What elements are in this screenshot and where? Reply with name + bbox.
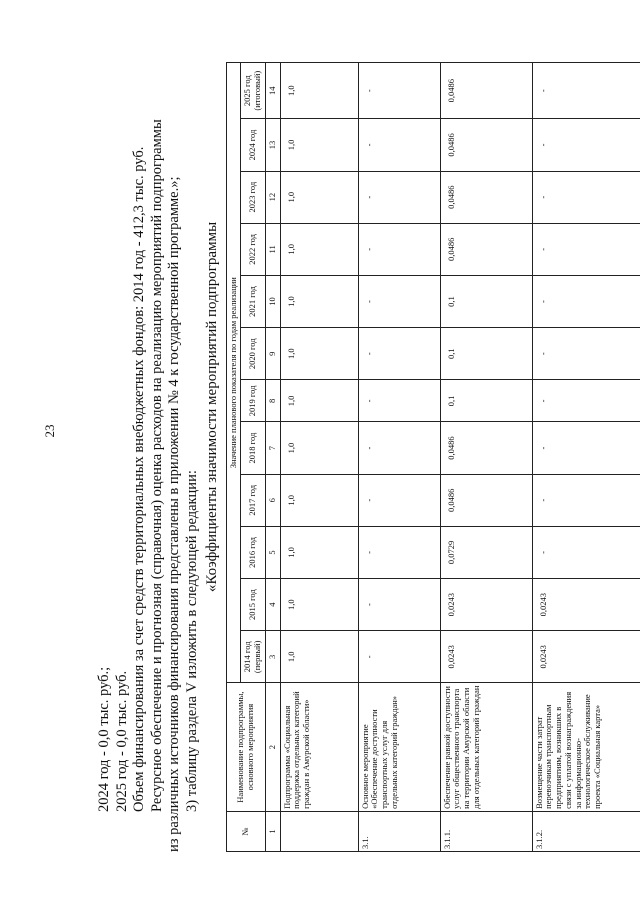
row-value: 0,0243 bbox=[440, 631, 532, 683]
row-num bbox=[280, 811, 358, 851]
column-number: 14 bbox=[265, 63, 280, 119]
column-number: 7 bbox=[265, 422, 280, 474]
text-line: Ресурсное обеспечение и прогнозная (справочная) оценка расходов на реализацию мероприятий подпрограммы bbox=[148, 119, 165, 812]
header-year: 2023 год bbox=[241, 171, 266, 223]
row-value: 1,0 bbox=[280, 171, 358, 223]
header-name: Наименование подпрограммы, основного мероприятия bbox=[226, 683, 265, 811]
header-year: 2014 год (первый) bbox=[241, 631, 266, 683]
header-year: 2022 год bbox=[241, 223, 266, 275]
row-value: 1,0 bbox=[280, 223, 358, 275]
row-value: 1,0 bbox=[280, 422, 358, 474]
row-value: 1,0 bbox=[280, 119, 358, 171]
header-num: № bbox=[226, 811, 265, 851]
row-num: 3.1. bbox=[358, 811, 440, 851]
column-number: 10 bbox=[265, 275, 280, 327]
column-number: 8 bbox=[265, 380, 280, 422]
row-name: Обеспечение равной доступности услуг общественного транспорта на территории Амурской области для отдельных категорий граждан bbox=[440, 683, 532, 811]
text-line: из различных источников финансирования представлены в приложении № 4 к государственной программе.»; bbox=[166, 176, 183, 852]
row-value: - bbox=[358, 223, 440, 275]
row-value: 0,0486 bbox=[440, 474, 532, 526]
row-value: 0,1 bbox=[440, 380, 532, 422]
row-value: - bbox=[358, 119, 440, 171]
row-value: 0,0729 bbox=[440, 526, 532, 578]
header-year: 2020 год bbox=[241, 328, 266, 380]
header-year: 2019 год bbox=[241, 380, 266, 422]
column-number: 9 bbox=[265, 328, 280, 380]
row-value: 0,0486 bbox=[440, 63, 532, 119]
table-title: «Коэффициенты значимости мероприятий подпрограммы bbox=[203, 221, 220, 593]
text-line: 2024 год - 0,0 тыс. руб.; bbox=[96, 666, 112, 812]
row-name: Основное мероприятие «Обеспечение доступности транспортных услуг для отдельных категорий граждан» bbox=[358, 683, 440, 811]
significance-table bbox=[226, 62, 640, 852]
row-value: 0,0486 bbox=[440, 223, 532, 275]
row-value: 1,0 bbox=[280, 275, 358, 327]
header-year: 2015 год bbox=[241, 579, 266, 631]
body-text bbox=[96, 52, 202, 852]
row-value: - bbox=[532, 474, 640, 526]
row-value: - bbox=[532, 422, 640, 474]
column-number: 1 bbox=[265, 811, 280, 851]
text-line: 2025 год - 0,0 тыс. руб. bbox=[113, 670, 130, 812]
column-number: 4 bbox=[265, 579, 280, 631]
header-year: 2018 год bbox=[241, 422, 266, 474]
row-value: 1,0 bbox=[280, 474, 358, 526]
column-number: 11 bbox=[265, 223, 280, 275]
column-number: 2 bbox=[265, 683, 280, 811]
row-value: 0,0243 bbox=[532, 579, 640, 631]
row-value: 0,0486 bbox=[440, 119, 532, 171]
row-value: 0,0243 bbox=[532, 631, 640, 683]
row-value: - bbox=[532, 119, 640, 171]
row-value: 1,0 bbox=[280, 63, 358, 119]
header-year: 2024 год bbox=[241, 119, 266, 171]
row-value: 1,0 bbox=[280, 631, 358, 683]
header-year: 2017 год bbox=[241, 474, 266, 526]
table-row bbox=[280, 63, 358, 852]
row-value: - bbox=[358, 63, 440, 119]
row-value: 0,1 bbox=[440, 275, 532, 327]
row-value: - bbox=[358, 631, 440, 683]
row-value: - bbox=[358, 275, 440, 327]
row-value: - bbox=[358, 171, 440, 223]
row-num: 3.1.2. bbox=[532, 811, 640, 851]
row-value: 1,0 bbox=[280, 579, 358, 631]
header-year: 2016 год bbox=[241, 526, 266, 578]
row-value: 1,0 bbox=[280, 380, 358, 422]
row-value: 0,0243 bbox=[440, 579, 532, 631]
row-value: 1,0 bbox=[280, 526, 358, 578]
row-value: - bbox=[532, 223, 640, 275]
text-line: Объем финансирования за счет средств территориальных внебюджетных фондов: 2014 год - 412,3 тыс. руб. bbox=[131, 146, 148, 812]
page-number: 23 bbox=[42, 424, 57, 438]
rotated-page-content bbox=[96, 52, 616, 852]
row-name: Подпрограмма «Социальная поддержка отдельных категорий граждан в Амурской области» bbox=[280, 683, 358, 811]
header-year: 2025 год (итоговый) bbox=[241, 63, 266, 119]
header-group: Значение планового показателя по годам реализации bbox=[226, 63, 241, 683]
row-value: - bbox=[358, 474, 440, 526]
column-number: 5 bbox=[265, 526, 280, 578]
row-num: 3.1.1. bbox=[440, 811, 532, 851]
table-row bbox=[440, 63, 532, 852]
row-value: - bbox=[532, 380, 640, 422]
table-row bbox=[532, 63, 640, 852]
row-name: Возмещение части затрат перевозчикам транспортным предприятиям, возникших в связи с уплатой вознаграждения за информационно-технологическое обслуживание проекта «Социальная карта» bbox=[532, 683, 640, 811]
row-value: - bbox=[532, 526, 640, 578]
row-value: - bbox=[532, 171, 640, 223]
row-value: - bbox=[358, 328, 440, 380]
row-value: - bbox=[532, 328, 640, 380]
row-value: - bbox=[358, 380, 440, 422]
row-value: 0,0486 bbox=[440, 171, 532, 223]
column-number: 12 bbox=[265, 171, 280, 223]
text-line: 3) таблицу раздела V изложить в следующей редакции: bbox=[183, 470, 200, 812]
column-number: 13 bbox=[265, 119, 280, 171]
row-value: - bbox=[358, 422, 440, 474]
row-value: - bbox=[532, 63, 640, 119]
column-number-row bbox=[265, 63, 280, 852]
row-value: - bbox=[532, 275, 640, 327]
table-row bbox=[358, 63, 440, 852]
row-value: 0,0486 bbox=[440, 422, 532, 474]
row-value: - bbox=[358, 526, 440, 578]
row-value: 1,0 bbox=[280, 328, 358, 380]
header-year: 2021 год bbox=[241, 275, 266, 327]
column-number: 6 bbox=[265, 474, 280, 526]
column-number: 3 bbox=[265, 631, 280, 683]
row-value: 0,1 bbox=[440, 328, 532, 380]
row-value: - bbox=[358, 579, 440, 631]
